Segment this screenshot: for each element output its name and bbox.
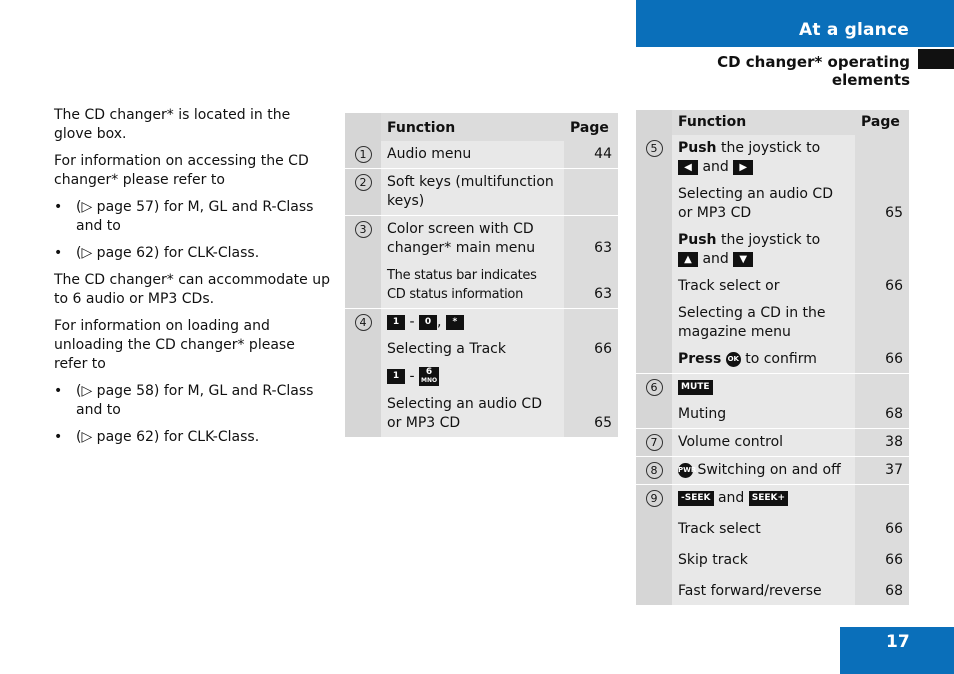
page-ref[interactable]: 37 xyxy=(855,457,909,485)
arrow-up-icon: ▲ xyxy=(678,252,698,267)
reference-link[interactable]: (▷ page 57) for M, GL and R-Class and to xyxy=(76,199,314,234)
page-ref[interactable]: 63 xyxy=(564,262,618,308)
item-number: 6 xyxy=(646,379,663,396)
key-0-icon: 0 xyxy=(419,315,437,330)
intro-paragraph: The CD changer* is located in the glove box. xyxy=(54,107,291,142)
item-number: 1 xyxy=(355,146,372,163)
page-ref[interactable]: 66 xyxy=(855,273,909,300)
function-text: The status bar indicates CD status information xyxy=(381,262,564,308)
table-row xyxy=(636,457,909,485)
page-ref[interactable]: 68 xyxy=(855,401,909,428)
page-ref[interactable]: 66 xyxy=(564,336,618,363)
function-text: Selecting an audio CD or MP3 CD xyxy=(381,391,564,437)
list-item xyxy=(54,382,332,420)
header-num-cell xyxy=(636,110,672,135)
bullet-icon: • xyxy=(54,383,63,399)
page-number: 17 xyxy=(886,632,910,652)
function-text: Skip track xyxy=(672,543,855,574)
function-text: Track select or xyxy=(672,273,855,300)
reference-link[interactable]: (▷ page 62) for CLK-Class. xyxy=(76,429,260,445)
arrow-left-icon: ◀ xyxy=(678,160,698,175)
table-row xyxy=(636,485,909,606)
item-number: 3 xyxy=(355,221,372,238)
connector-text: and xyxy=(702,159,729,175)
reference-list xyxy=(54,382,332,447)
item-number: 2 xyxy=(355,174,372,191)
function-text: Color screen with CD changer* main menu xyxy=(381,216,564,262)
mute-key-icon: MUTE xyxy=(678,380,713,395)
reference-link[interactable]: (▷ page 58) for M, GL and R-Class and to xyxy=(76,383,314,418)
seek-forward-key-icon: SEEK+ xyxy=(749,491,788,506)
intro-text xyxy=(54,106,332,455)
header-page: Page xyxy=(564,113,618,141)
function-text: the joystick to xyxy=(716,232,821,248)
function-text: Soft keys (multifunction keys) xyxy=(381,169,564,216)
page-ref[interactable]: 66 xyxy=(855,543,909,574)
bullet-icon: • xyxy=(54,199,63,215)
key-star-icon: * xyxy=(446,315,464,330)
page-subtitle: CD changer* operating elements xyxy=(717,53,910,89)
power-button-icon: PWR xyxy=(678,463,693,478)
function-text: Volume control xyxy=(672,429,855,457)
function-text: to confirm xyxy=(740,351,817,367)
table-header-row xyxy=(345,113,618,141)
table-row xyxy=(636,135,909,374)
header-function: Function xyxy=(672,110,855,135)
item-number: 9 xyxy=(646,490,663,507)
push-label: Push xyxy=(678,232,717,248)
page-ref xyxy=(564,169,618,216)
connector-text: and xyxy=(717,490,745,506)
page-ref[interactable]: 63 xyxy=(564,216,618,262)
function-text: Fast forward/reverse xyxy=(672,574,855,605)
page-ref[interactable]: 65 xyxy=(855,181,909,227)
intro-paragraph: For information on loading and unloading the CD changer* please refer to xyxy=(54,318,295,372)
separator: , xyxy=(436,314,442,330)
function-text: Selecting an audio CD or MP3 CD xyxy=(672,181,855,227)
page-ref[interactable]: 44 xyxy=(564,141,618,169)
reference-link[interactable]: (▷ page 62) for CLK-Class. xyxy=(76,245,260,261)
table-row xyxy=(636,429,909,457)
key-6-icon: 6 MNO xyxy=(420,367,438,384)
subtitle-marker xyxy=(918,49,954,69)
function-text: Selecting a CD in the magazine menu xyxy=(672,300,855,346)
separator: - xyxy=(409,368,415,385)
intro-paragraph: For information on accessing the CD changer* please refer to xyxy=(54,153,309,188)
page-ref[interactable]: 66 xyxy=(855,346,909,373)
page-ref[interactable]: 66 xyxy=(855,512,909,543)
arrow-down-icon: ▼ xyxy=(733,252,753,267)
header-function: Function xyxy=(381,113,564,141)
table-row xyxy=(345,169,618,216)
item-number: 5 xyxy=(646,140,663,157)
table-row xyxy=(345,141,618,169)
list-item xyxy=(54,198,332,236)
header-num-cell xyxy=(345,113,381,141)
arrow-right-icon: ▶ xyxy=(733,160,753,175)
table-row xyxy=(345,309,618,437)
connector-text: and xyxy=(702,251,729,267)
page-ref[interactable]: 38 xyxy=(855,429,909,457)
list-item xyxy=(54,428,332,447)
item-number: 7 xyxy=(646,434,663,451)
press-label: Press xyxy=(678,351,722,367)
function-text: Track select xyxy=(672,512,855,543)
bullet-icon: • xyxy=(54,245,63,261)
bullet-icon: • xyxy=(54,429,63,445)
reference-list xyxy=(54,198,332,263)
table-header-row xyxy=(636,110,909,135)
function-text: Selecting a Track xyxy=(381,336,564,363)
ok-button-icon: OK xyxy=(726,352,741,367)
table-row xyxy=(636,374,909,429)
header-page: Page xyxy=(855,110,909,135)
key-1-icon: 1 xyxy=(387,315,405,330)
function-table-right xyxy=(636,110,909,605)
function-text: Muting xyxy=(672,401,855,428)
function-table-left xyxy=(345,113,618,437)
function-text: the joystick to xyxy=(716,140,821,156)
page-ref[interactable]: 65 xyxy=(564,391,618,437)
table-row xyxy=(345,216,618,309)
item-number: 8 xyxy=(646,462,663,479)
section-title: At a glance xyxy=(799,20,909,40)
list-item xyxy=(54,244,332,263)
intro-paragraph: The CD changer* can accommodate up to 6 audio or MP3 CDs. xyxy=(54,272,330,307)
key-1-icon: 1 xyxy=(387,369,405,384)
push-label: Push xyxy=(678,140,717,156)
separator: - xyxy=(409,314,415,330)
function-text: Audio menu xyxy=(381,141,564,169)
page-ref[interactable]: 68 xyxy=(855,574,909,605)
seek-back-key-icon: -SEEK xyxy=(678,491,714,506)
item-number: 4 xyxy=(355,314,372,331)
function-text: Switching on and off xyxy=(697,462,841,478)
